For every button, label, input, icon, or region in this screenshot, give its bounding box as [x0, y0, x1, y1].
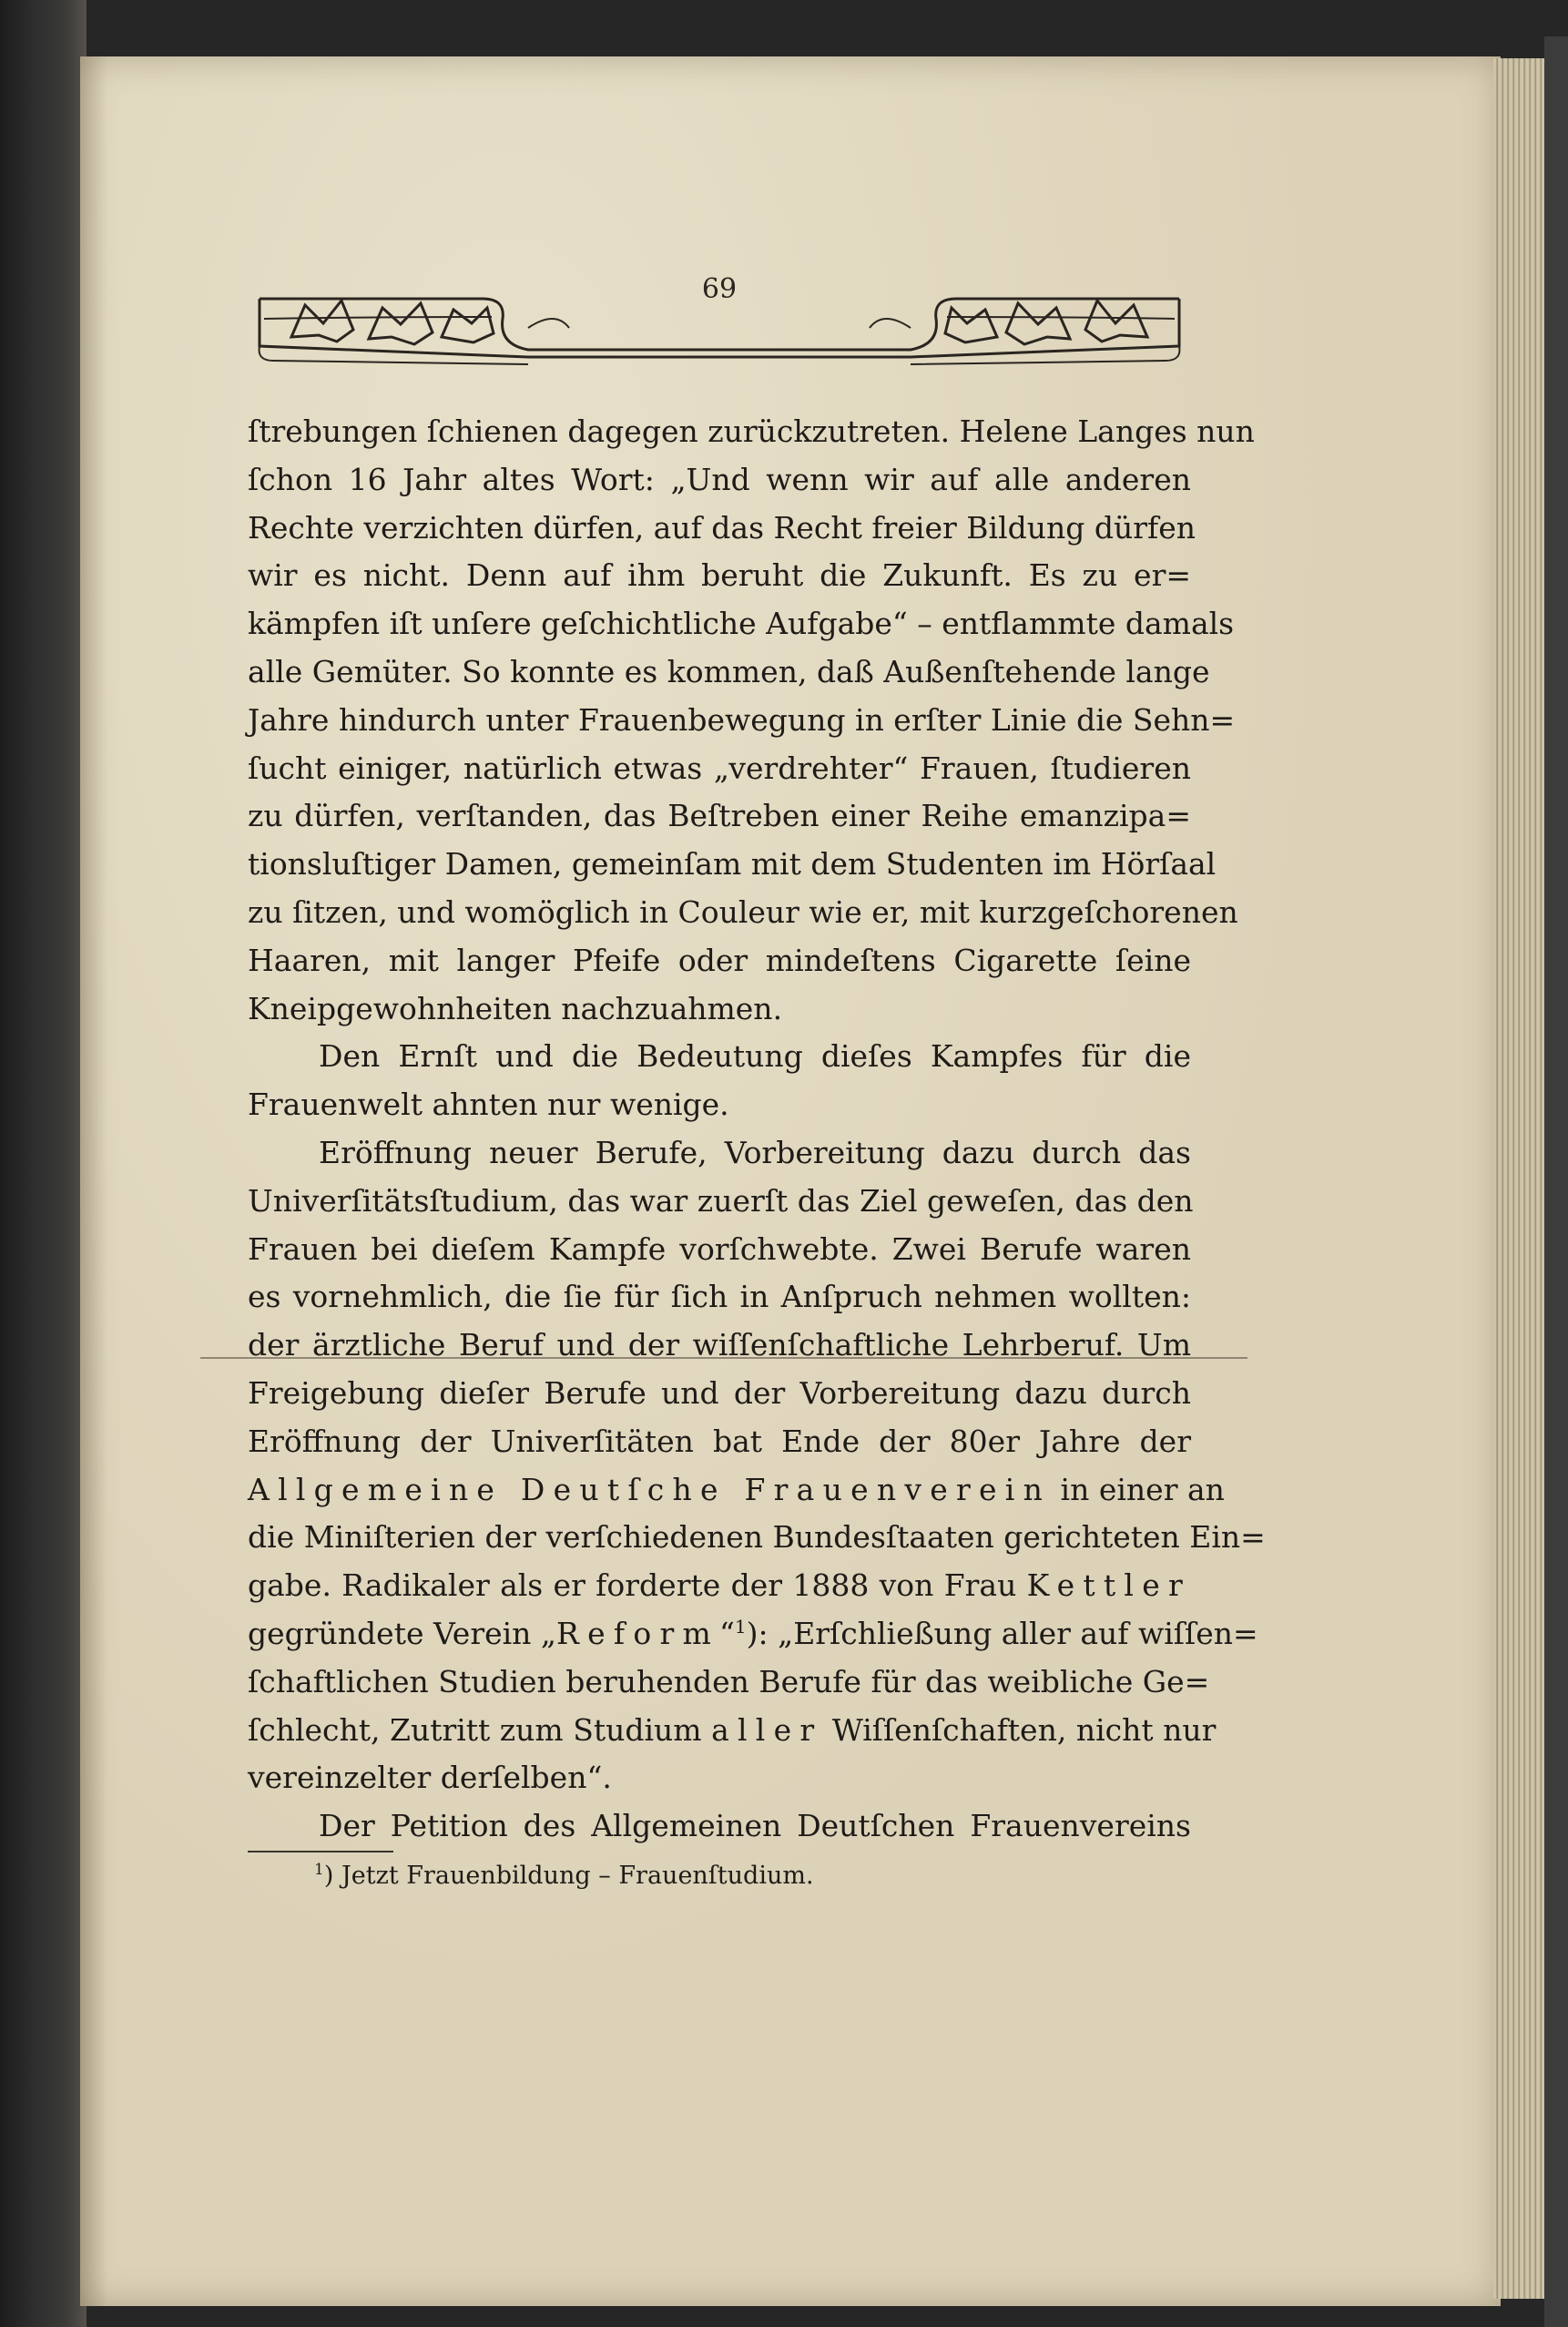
text-line: Freigebung dieſer Berufe und der Vorbereitung dazu durch	[248, 1374, 1191, 1411]
page-number: 69	[701, 273, 738, 305]
spaced-person-name: Kettler	[1026, 1567, 1191, 1604]
text-segment: “	[719, 1615, 735, 1651]
text-segment: ſchlecht, Zutritt zum Studium	[248, 1711, 712, 1748]
footnote	[314, 1858, 814, 1894]
page-header	[255, 273, 1184, 373]
text-segment: ): „Erſchließung aller auf wiſſen=	[746, 1615, 1258, 1651]
text-line: Univerſitätsſtudium, das war zuerſt das Ziel geweſen, das den	[248, 1182, 1194, 1219]
text-line: Der Petition des Allgemeinen Deutſchen Frauenvereins	[319, 1808, 1191, 1844]
text-line: Kneipgewohnheiten nachzuahmen.	[248, 990, 783, 1026]
footnote-rule	[248, 1851, 393, 1852]
body-text	[248, 408, 1266, 1851]
text-line	[248, 1466, 1225, 1515]
text-segment: gegründete Verein „	[248, 1615, 557, 1651]
spaced-association-name: Reform	[556, 1615, 719, 1651]
text-line: der ärztliche Beruf und der wiſſenſchaftliche Lehrberuf. Um	[248, 1327, 1191, 1363]
text-line: es vornehmlich, die ſie für ſich in Anſpruch nehmen wollten:	[248, 1279, 1191, 1315]
spaced-emphasis: aller	[711, 1711, 823, 1748]
text-line: Eröffnung der Univerſitäten bat Ende der 80er Jahre der	[248, 1423, 1191, 1459]
text-segment: Wiſſenſchaften, nicht nur	[822, 1711, 1217, 1748]
text-line	[248, 1707, 1217, 1755]
text-line: ſtrebungen ſchienen dagegen zurückzutreten. Helene Langes nun	[248, 413, 1255, 449]
right-cover	[1544, 36, 1568, 2327]
text-line	[248, 1610, 1258, 1658]
text-line: zu ſitzen, und womöglich in Couleur wie er, mit kurzgeſchorenen	[248, 893, 1238, 930]
text-line: Frauen bei dieſem Kampfe vorſchwebte. Zwei Berufe waren	[248, 1230, 1191, 1267]
text-line: kämpfen iſt unſere geſchichtliche Aufgabe“ – entflammte damals	[248, 606, 1235, 642]
text-line: vereinzelter derſelben“.	[248, 1760, 612, 1796]
text-segment: in einer an	[1051, 1471, 1225, 1507]
text-line: zu dürfen, verſtanden, das Beſtreben einer Reihe emanzipa=	[248, 798, 1191, 834]
text-line: Frauenwelt ahnten nur wenige.	[248, 1087, 729, 1123]
text-line: alle Gemüter. So konnte es kommen, daß Außenſtehende lange	[248, 653, 1210, 689]
text-line: ſucht einiger, natürlich etwas „verdrehter“ Frauen, ſtudieren	[248, 750, 1191, 786]
text-line: Den Ernſt und die Bedeutung dieſes Kampfes für die	[319, 1038, 1191, 1075]
text-line: Eröffnung neuer Berufe, Vorbereitung dazu durch das	[319, 1134, 1191, 1170]
text-segment: gabe. Radikaler als er forderte der 1888 von Frau	[248, 1567, 1027, 1604]
text-line: die Miniſterien der verſchiedenen Bundesſtaaten gerichteten Ein=	[248, 1519, 1266, 1556]
text-line: ſchaftlichen Studien beruhenden Berufe für das weibliche Ge=	[248, 1663, 1210, 1699]
page-edges	[1493, 58, 1546, 2299]
spaced-organization-name: Allgemeine Deutſche Frauenverein	[248, 1471, 1052, 1507]
text-line: tionsluſtiger Damen, gemeinſam mit dem Studenten im Hörſaal	[248, 846, 1217, 883]
text-line: Rechte verzichten dürfen, auf das Recht freier Bildung dürfen	[248, 509, 1196, 546]
text-line: ſchon 16 Jahr altes Wort: „Und wenn wir auf alle anderen	[248, 461, 1191, 497]
left-binding	[0, 0, 87, 2327]
text-line: Jahre hindurch unter Frauenbewegung in erſter Linie die Sehn=	[248, 701, 1236, 738]
footnote-text: ) Jetzt Frauenbildung – Frauenſtudium.	[323, 1862, 814, 1890]
footnote-number: 1	[314, 1861, 324, 1879]
footnote-marker: 1	[734, 1615, 747, 1638]
text-line: wir es nicht. Denn auf ihm beruht die Zukunft. Es zu er=	[248, 557, 1191, 594]
text-line: Haaren, mit langer Pfeife oder mindeſtens Cigarette ſeine	[248, 942, 1191, 978]
text-line	[248, 1562, 1191, 1610]
